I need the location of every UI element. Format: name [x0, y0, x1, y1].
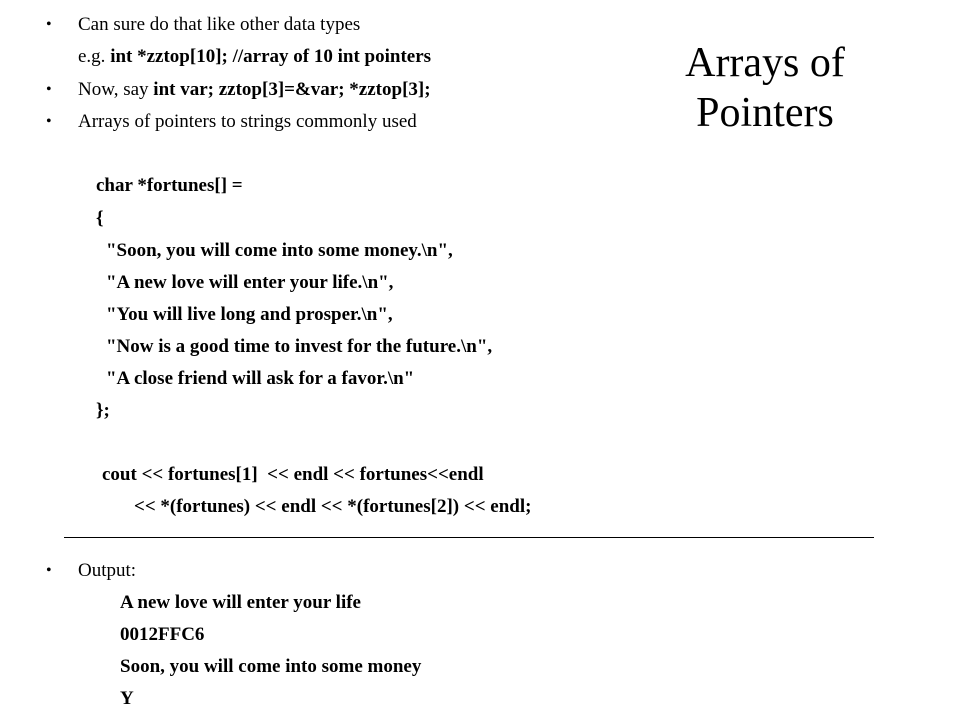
title-line-2: Pointers	[696, 90, 834, 136]
bullet-marker-3: •	[46, 113, 52, 130]
bullet-text-1: Can sure do that like other data types	[78, 14, 361, 35]
bullet-2-code: int var; zztop[3]=&var; *zztop[3];	[153, 79, 431, 100]
code-line: "Soon, you will come into some money.\n",	[106, 240, 453, 261]
code-line: cout << fortunes[1] << endl << fortunes<<endl	[102, 464, 484, 485]
bullet-1-continuation	[78, 46, 431, 68]
bullet-text-3: Arrays of pointers to strings commonly used	[78, 111, 417, 132]
example-prefix: e.g.	[78, 46, 111, 67]
output-line: A new love will enter your life	[120, 592, 361, 613]
output-line: Y	[120, 688, 134, 709]
code-line: "A new love will enter your life.\n",	[106, 272, 394, 293]
output-label: Output:	[78, 560, 137, 581]
code-line: char *fortunes[] =	[96, 175, 243, 196]
divider-line	[64, 537, 874, 538]
code-line: "You will live long and prosper.\n",	[106, 304, 393, 325]
bullet-2-prefix: Now, say	[78, 79, 154, 100]
output-line: 0012FFC6	[120, 624, 205, 645]
bullet-marker-1: •	[46, 16, 52, 33]
bullet-marker-4: •	[46, 562, 52, 579]
code-line: "A close friend will ask for a favor.\n"	[106, 368, 415, 389]
code-line: "Now is a good time to invest for the future.\n",	[106, 336, 493, 357]
title-line-1: Arrays of	[685, 40, 845, 86]
bullet-marker-2: •	[46, 81, 52, 98]
output-line: Soon, you will come into some money	[120, 656, 422, 677]
code-line: };	[96, 400, 110, 421]
bullet-text-2	[78, 79, 431, 101]
code-line: << *(fortunes) << endl << *(fortunes[2]) << endl;	[134, 496, 532, 517]
slide-title	[660, 38, 870, 138]
code-line: {	[96, 208, 104, 229]
example-code: int *zztop[10]; //array of 10 int pointers	[110, 46, 432, 67]
